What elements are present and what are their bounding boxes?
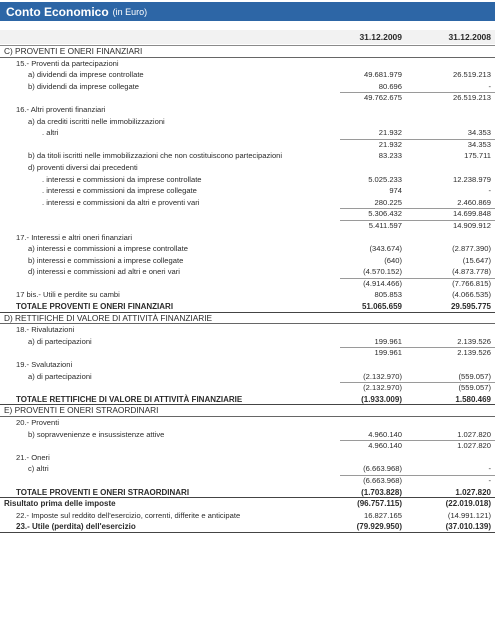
- statement-row: [0, 278, 495, 290]
- statement-row: [0, 301, 495, 313]
- statement-row: [0, 463, 495, 475]
- value-2009: 49.762.675: [363, 93, 402, 103]
- statement-row: [0, 487, 495, 499]
- value-2009: (6.663.968): [363, 475, 402, 485]
- value-2008: 34.353: [467, 139, 491, 149]
- value-2008: 34.353: [467, 128, 491, 138]
- statement-row: [0, 69, 495, 81]
- statement-row: [0, 92, 495, 104]
- value-2008: 14.909.912: [452, 220, 491, 230]
- row-label: 23.- Utile (perdita) dell'esercizio: [16, 522, 136, 532]
- statement-row: [0, 197, 495, 209]
- statement-row: [0, 162, 495, 174]
- column-header-2009: 31.12.2009: [359, 32, 402, 42]
- statement-row: [0, 347, 495, 359]
- value-2009: 5.025.233: [368, 174, 402, 184]
- statement-row: [0, 429, 495, 441]
- value-2008: 14.699.848: [452, 209, 491, 219]
- value-2009: (1.703.828): [361, 487, 402, 497]
- value-2009: (640): [384, 255, 402, 265]
- statement-row: [0, 58, 495, 70]
- value-2008: -: [488, 81, 491, 91]
- value-2009: 80.696: [378, 81, 402, 91]
- value-2009: 805.853: [374, 290, 402, 300]
- row-label: Risultato prima delle imposte: [4, 499, 116, 509]
- statement-row: [0, 289, 495, 301]
- value-2008: 12.238.979: [452, 174, 491, 184]
- statement-row: [0, 116, 495, 128]
- statement-row: [0, 440, 495, 452]
- value-2009: 49.681.979: [363, 70, 402, 80]
- value-2009: 974: [389, 186, 402, 196]
- value-2009: (6.663.968): [363, 464, 402, 474]
- statement-row: [0, 139, 495, 151]
- value-2009: 21.932: [378, 139, 402, 149]
- value-2009: 5.306.432: [368, 209, 402, 219]
- statement-row: [0, 220, 495, 232]
- statement-row: [0, 150, 495, 162]
- row-label: C) PROVENTI E ONERI FINANZIARI: [4, 46, 143, 56]
- value-2008: (4.066.535): [452, 290, 491, 300]
- value-2008: -: [488, 464, 491, 474]
- row-label: a) da crediti iscritti nelle immobilizzazioni: [28, 116, 165, 126]
- statement-row: [0, 255, 495, 267]
- value-2008: 2.139.526: [457, 336, 491, 346]
- statement-row: [0, 498, 495, 510]
- row-label: D) RETTIFICHE DI VALORE DI ATTIVITÀ FINANZIARIE: [4, 312, 213, 323]
- statement-row: [0, 127, 495, 139]
- row-label: 17 bis.- Utili e perdite su cambi: [16, 290, 120, 300]
- row-label: . interessi e commissioni da imprese controllate: [42, 174, 202, 184]
- row-label: c) altri: [28, 464, 49, 474]
- value-2008: (22.019.018): [445, 499, 491, 509]
- statement-row: [0, 336, 495, 348]
- value-2008: 1.027.820: [457, 429, 491, 439]
- row-label: . interessi e commissioni da imprese collegate: [42, 186, 197, 196]
- row-label: a) di partecipazioni: [28, 371, 92, 381]
- value-2008: (15.647): [462, 255, 491, 265]
- row-label: . altri: [42, 128, 59, 138]
- row-label: E) PROVENTI E ONERI STRAORDINARI: [4, 405, 159, 416]
- statement-row: [0, 324, 495, 336]
- statement-row: [0, 405, 495, 417]
- value-2009: (4.914.466): [363, 278, 402, 288]
- row-label: d) interessi e commissioni ad altri e oneri vari: [28, 267, 180, 277]
- value-2009: 16.827.165: [363, 510, 402, 520]
- row-label: a) interessi e commissioni a imprese controllate: [28, 244, 188, 254]
- value-2009: 280.225: [374, 197, 402, 207]
- value-2009: (96.757.115): [357, 499, 402, 509]
- value-2008: (2.877.390): [452, 244, 491, 254]
- statement-row: [0, 104, 495, 116]
- value-2009: (1.933.009): [361, 394, 402, 404]
- page-title-suffix: (in Euro): [112, 6, 148, 17]
- value-2009: 21.932: [378, 128, 402, 138]
- value-2009: (343.674): [369, 244, 402, 254]
- value-2008: 1.580.469: [455, 394, 491, 404]
- value-2008: (559.057): [458, 371, 491, 381]
- statement-row: [0, 174, 495, 186]
- value-2009: (79.929.950): [356, 522, 402, 532]
- value-2008: (14.991.121): [447, 510, 491, 520]
- row-label: a) dividendi da imprese controllate: [28, 70, 144, 80]
- statement-row: [0, 359, 495, 371]
- row-label: b) da titoli iscritti nelle immobilizzazioni che non costituiscono partecipazioni: [28, 151, 283, 161]
- row-label: b) dividendi da imprese collegate: [28, 81, 140, 91]
- statement-row: [0, 371, 495, 383]
- value-2008: 2.460.869: [457, 197, 491, 207]
- page-title: Conto Economico: [6, 4, 109, 19]
- value-2009: 83.233: [378, 151, 402, 161]
- value-2009: 4.960.140: [368, 441, 402, 451]
- value-2009: 199.961: [374, 348, 402, 358]
- value-2008: 175.711: [464, 151, 491, 161]
- value-2009: (2.132.970): [363, 371, 402, 381]
- value-2009: 199.961: [374, 336, 402, 346]
- statement-row: [0, 521, 495, 533]
- row-label: 19.- Svalutazioni: [16, 360, 73, 370]
- value-2009: (2.132.970): [363, 383, 402, 393]
- statement-row: [0, 81, 495, 93]
- value-2009: 51.065.659: [361, 302, 402, 312]
- value-2008: 26.519.213: [452, 70, 491, 80]
- value-2008: 26.519.213: [452, 93, 491, 103]
- value-2008: 1.027.820: [455, 487, 491, 497]
- row-label: b) sopravvenienze e insussistenze attive: [28, 429, 165, 439]
- row-label: a) di partecipazioni: [28, 336, 92, 346]
- statement-row: [0, 452, 495, 464]
- column-header: [0, 30, 495, 44]
- row-label: 17.- Interessi e altri oneri finanziari: [16, 232, 133, 242]
- value-2008: -: [488, 186, 491, 196]
- row-label: 15.- Proventi da partecipazioni: [16, 58, 119, 68]
- value-2009: (4.570.152): [363, 267, 402, 277]
- row-label: 22.- Imposte sul reddito dell'esercizio, correnti, differite e anticipate: [16, 510, 241, 520]
- statement-row: [0, 208, 495, 220]
- row-label: TOTALE RETTIFICHE DI VALORE DI ATTIVITÀ FINANZIARIE: [16, 394, 243, 404]
- value-2008: (7.766.815): [452, 278, 491, 288]
- row-label: 21.- Oneri: [16, 452, 50, 462]
- value-2008: 29.595.775: [450, 302, 491, 312]
- statement-row: [0, 510, 495, 522]
- statement-row: [0, 185, 495, 197]
- value-2008: (4.873.778): [452, 267, 491, 277]
- column-header-2008: 31.12.2008: [448, 32, 491, 42]
- row-label: TOTALE PROVENTI E ONERI FINANZIARI: [16, 302, 174, 312]
- statement-row: [0, 382, 495, 394]
- statement-row: [0, 417, 495, 429]
- row-label: b) interessi e commissioni a imprese collegate: [28, 255, 184, 265]
- value-2008: (559.057): [458, 383, 491, 393]
- statement-row: [0, 394, 495, 406]
- statement-row: [0, 475, 495, 487]
- statement-row: [0, 266, 495, 278]
- value-2008: -: [488, 475, 491, 485]
- statement-row: [0, 243, 495, 255]
- value-2008: 2.139.526: [457, 348, 491, 358]
- statement-row: [0, 232, 495, 244]
- row-label: 20.- Proventi: [16, 418, 60, 427]
- title-banner: [0, 2, 495, 21]
- row-label: 16.- Altri proventi finanziari: [16, 104, 106, 114]
- value-2008: 1.027.820: [457, 441, 491, 451]
- statement-row: [0, 313, 495, 325]
- row-label: d) proventi diversi dai precedenti: [28, 162, 138, 172]
- statement-row: [0, 46, 495, 58]
- row-label: . interessi e commissioni da altri e proventi vari: [42, 197, 200, 207]
- row-label: 18.- Rivalutazioni: [16, 325, 75, 335]
- row-label: TOTALE PROVENTI E ONERI STRAORDINARI: [16, 487, 190, 497]
- value-2009: 5.411.597: [368, 220, 402, 230]
- statement-rows: [0, 46, 495, 533]
- value-2009: 4.960.140: [368, 429, 402, 439]
- value-2008: (37.010.139): [445, 522, 491, 532]
